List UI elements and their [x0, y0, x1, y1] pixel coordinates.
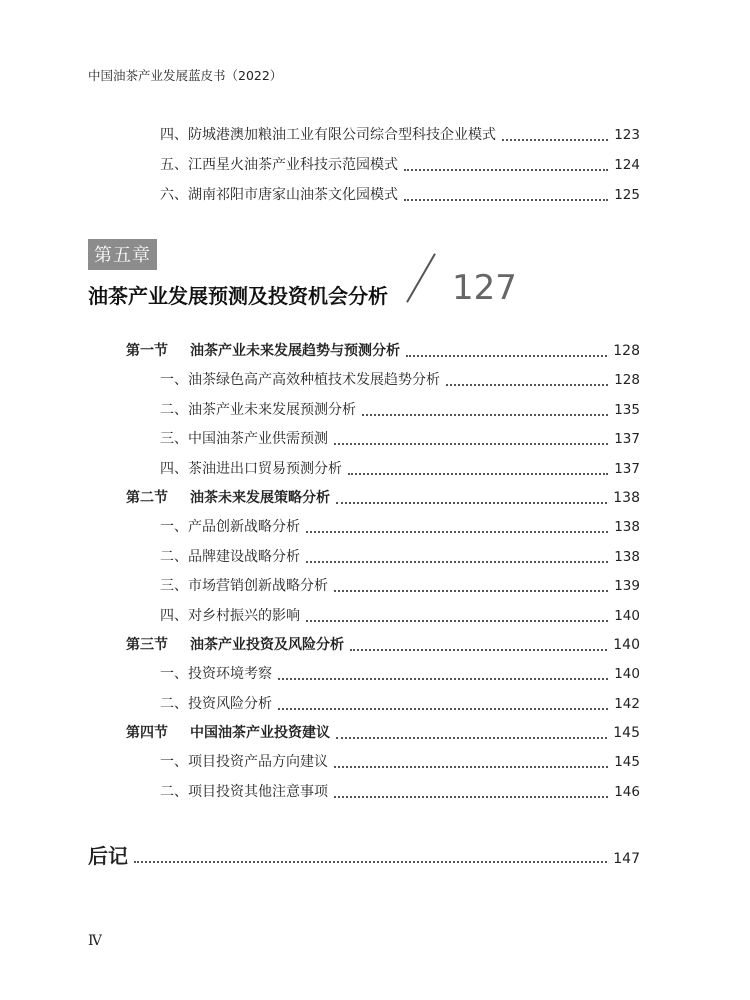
section-title: 油茶产业未来发展趋势与预测分析 — [190, 343, 400, 359]
toc-item-page: 124 — [614, 157, 640, 173]
toc-section[interactable] — [126, 340, 640, 360]
leader-dots — [404, 191, 608, 201]
toc-item-label: 二、油茶产业未来发展预测分析 — [160, 402, 356, 418]
toc-section[interactable] — [126, 487, 640, 507]
toc-item[interactable] — [160, 693, 640, 713]
chapter-title[interactable]: 油茶产业发展预测及投资机会分析 — [88, 284, 388, 308]
toc-item-label: 三、市场营销创新战略分析 — [160, 578, 328, 594]
section-title: 油茶产业投资及风险分析 — [190, 637, 344, 653]
toc-section-label — [126, 487, 330, 507]
toc-item-page: 135 — [614, 402, 640, 418]
toc-item-label: 二、投资风险分析 — [160, 696, 272, 712]
leader-dots — [350, 641, 607, 651]
toc-item-label: 一、产品创新战略分析 — [160, 519, 300, 535]
toc-item-label: 五、江西星火油茶产业科技示范园模式 — [160, 157, 398, 173]
toc-item[interactable] — [160, 751, 640, 771]
leader-dots — [334, 758, 608, 768]
toc-item[interactable] — [160, 184, 640, 204]
leader-dots — [306, 612, 608, 622]
toc-item-label: 六、湖南祁阳市唐家山油茶文化园模式 — [160, 187, 398, 203]
running-header: 中国油茶产业发展蓝皮书（2022） — [88, 68, 283, 83]
leader-dots — [336, 494, 607, 504]
toc-item-page: 142 — [614, 696, 640, 712]
leader-dots — [502, 131, 608, 141]
toc-item[interactable] — [160, 124, 640, 144]
leader-dots — [334, 788, 608, 798]
leader-dots — [278, 700, 608, 710]
section-number: 第一节 — [126, 343, 168, 359]
toc-item[interactable] — [160, 516, 640, 536]
leader-dots — [404, 161, 608, 171]
toc-item-page: 145 — [614, 754, 640, 770]
leader-dots — [446, 376, 608, 386]
section-title: 油茶未来发展策略分析 — [190, 490, 330, 506]
page-number: Ⅳ — [88, 933, 102, 949]
toc-item[interactable] — [160, 428, 640, 448]
toc-item-page: 138 — [614, 519, 640, 535]
toc-item[interactable] — [160, 154, 640, 174]
toc-item[interactable] — [160, 369, 640, 389]
leader-dots — [306, 553, 608, 563]
toc-item-label: 一、投资环境考察 — [160, 666, 272, 682]
leader-dots — [406, 347, 607, 357]
toc-item[interactable] — [160, 575, 640, 595]
chapter-page: 127 — [452, 268, 517, 308]
toc-item-label: 四、茶油进出口贸易预测分析 — [160, 461, 342, 477]
toc-item-label: 四、对乡村振兴的影响 — [160, 608, 300, 624]
toc-item[interactable] — [160, 399, 640, 419]
toc-item[interactable] — [160, 458, 640, 478]
leader-dots — [362, 406, 608, 416]
toc-section[interactable] — [126, 634, 640, 654]
toc-item-page: 139 — [614, 578, 640, 594]
afterword-page: 147 — [613, 851, 640, 867]
toc-section-page: 140 — [613, 637, 640, 653]
leader-dots — [334, 582, 608, 592]
section-number: 第四节 — [126, 725, 168, 741]
toc-item-page: 137 — [614, 461, 640, 477]
toc-item-label: 三、中国油茶产业供需预测 — [160, 431, 328, 447]
toc-item-page: 125 — [614, 187, 640, 203]
toc-section-label — [126, 722, 330, 742]
toc-afterword[interactable] — [88, 840, 640, 869]
section-title: 中国油茶产业投资建议 — [190, 725, 330, 741]
toc-item-label: 一、项目投资产品方向建议 — [160, 754, 328, 770]
leader-dots — [348, 465, 608, 475]
toc-item[interactable] — [160, 781, 640, 801]
leader-dots — [334, 435, 608, 445]
toc-item-page: 128 — [614, 372, 640, 388]
afterword-label: 后记 — [88, 844, 128, 868]
toc-section-page: 128 — [613, 343, 640, 359]
toc-item[interactable] — [160, 605, 640, 625]
toc-item-page: 140 — [614, 666, 640, 682]
chapter-divider — [406, 253, 436, 302]
toc-item-page: 140 — [614, 608, 640, 624]
leader-dots — [134, 850, 607, 863]
toc-item-page: 146 — [614, 784, 640, 800]
toc-section-page: 138 — [613, 490, 640, 506]
leader-dots — [278, 670, 608, 680]
toc-item-page: 137 — [614, 431, 640, 447]
toc-section[interactable] — [126, 722, 640, 742]
section-number: 第二节 — [126, 490, 168, 506]
toc-section-label — [126, 340, 400, 360]
toc-item-label: 二、项目投资其他注意事项 — [160, 784, 328, 800]
leader-dots — [306, 523, 608, 533]
toc-item-label: 一、油茶绿色高产高效种植技术发展趋势分析 — [160, 372, 440, 388]
section-number: 第三节 — [126, 637, 168, 653]
toc-item-label: 四、防城港澳加粮油工业有限公司综合型科技企业模式 — [160, 127, 496, 143]
toc-item-page: 138 — [614, 549, 640, 565]
toc-section-page: 145 — [613, 725, 640, 741]
toc-item-label: 二、品牌建设战略分析 — [160, 549, 300, 565]
leader-dots — [336, 729, 607, 739]
toc-item[interactable] — [160, 546, 640, 566]
toc-item[interactable] — [160, 663, 640, 683]
toc-section-label — [126, 634, 344, 654]
toc-item-page: 123 — [614, 127, 640, 143]
chapter-badge: 第五章 — [88, 239, 157, 270]
